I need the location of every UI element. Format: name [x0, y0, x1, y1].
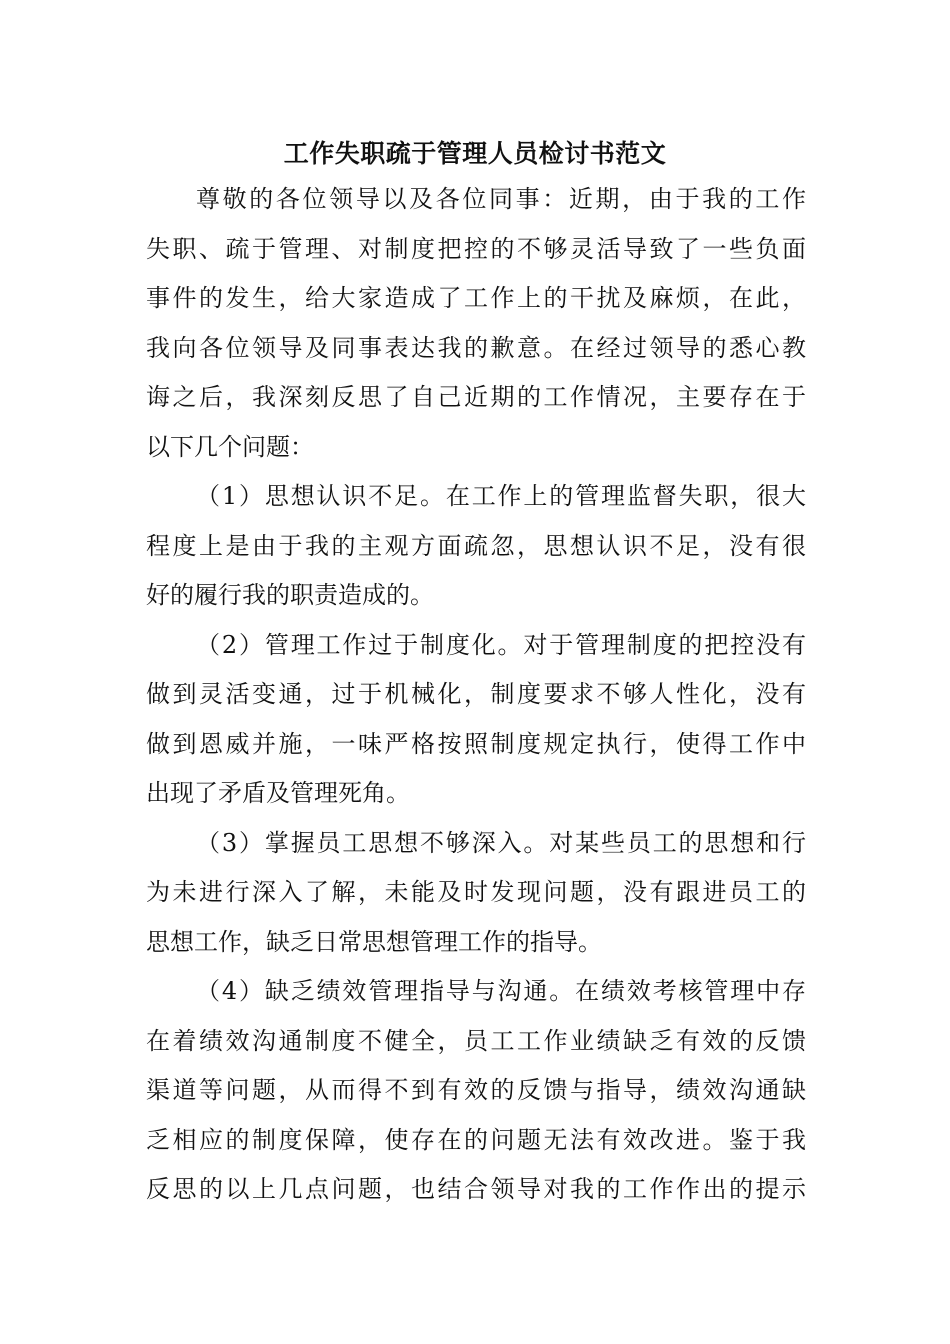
text-line: 反思的以上几点问题，也结合领导对我的工作作出的提示: [146, 1175, 806, 1203]
text-line: 事件的发生，给大家造成了工作上的干扰及麻烦，在此，: [146, 284, 806, 312]
text-line: 我向各位领导及同事表达我的歉意。在经过领导的悉心教: [146, 333, 806, 362]
text-line: 为未进行深入了解，未能及时发现问题，没有跟进员工的: [146, 878, 806, 906]
text-line: （4）缺乏绩效管理指导与沟通。在绩效考核管理中存: [196, 977, 806, 1005]
text-line: 做到恩威并施，一味严格按照制度规定执行，使得工作中: [146, 729, 806, 758]
text-line: 出现了矛盾及管理死角。: [146, 779, 410, 807]
text-line: 尊敬的各位领导以及各位同事：近期，由于我的工作: [196, 185, 806, 213]
text-line: 失职、疏于管理、对制度把控的不够灵活导致了一些负面: [146, 234, 806, 263]
text-line: 做到灵活变通，过于机械化，制度要求不够人性化，没有: [146, 680, 806, 708]
text-line: 诲之后，我深刻反思了自己近期的工作情况，主要存在于: [146, 383, 806, 411]
text-line: 以下几个问题：: [146, 432, 314, 461]
text-line: 乏相应的制度保障，使存在的问题无法有效改进。鉴于我: [146, 1125, 806, 1154]
document-title: 工作失职疏于管理人员检讨书范文: [283, 139, 667, 168]
text-line: （2）管理工作过于制度化。对于管理制度的把控没有: [196, 630, 806, 659]
text-line: 思想工作，缺乏日常思想管理工作的指导。: [146, 927, 602, 956]
text-line: （3）掌握员工思想不够深入。对某些员工的思想和行: [196, 828, 806, 857]
text-line: （1）思想认识不足。在工作上的管理监督失职，很大: [196, 482, 806, 510]
text-line: 在着绩效沟通制度不健全，员工工作业绩缺乏有效的反馈: [146, 1026, 806, 1055]
document-body: [146, 175, 806, 1215]
text-line: 渠道等问题，从而得不到有效的反馈与指导，绩效沟通缺: [146, 1076, 806, 1104]
text-line: 程度上是由于我的主观方面疏忽，思想认识不足，没有很: [146, 531, 806, 560]
text-line: 好的履行我的职责造成的。: [146, 581, 434, 609]
